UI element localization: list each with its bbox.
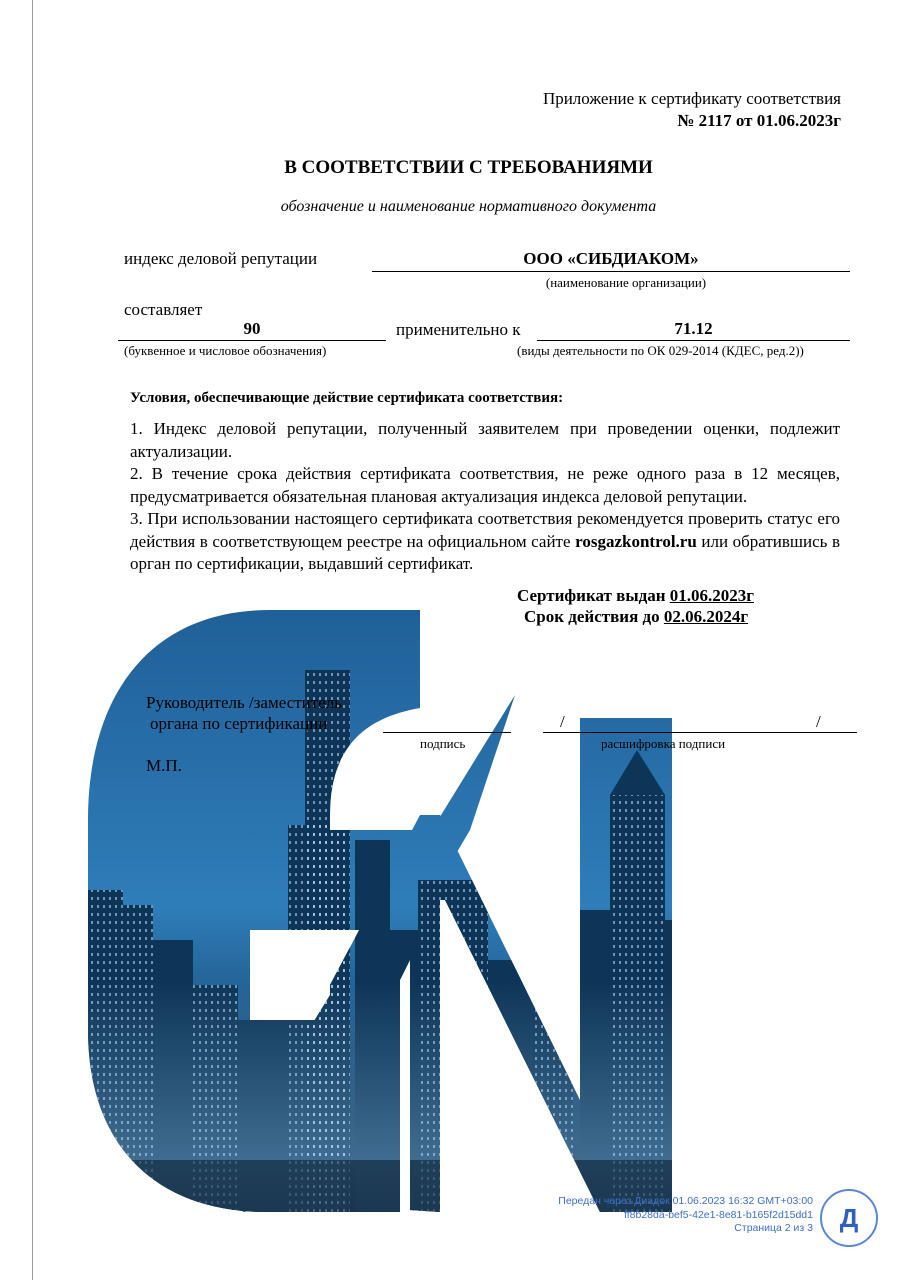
valid-until-line: Срок действия до 02.06.2024г — [524, 607, 749, 626]
issued-date: 01.06.2023г — [669, 586, 754, 605]
index-label: индекс деловой репутации — [124, 249, 318, 268]
condition-item: 1. Индекс деловой репутации, полученный заявителем при проведении оценки, подлежит актуализации. — [130, 419, 840, 461]
conditions-heading: Условия, обеспечивающие действие сертификата соответствия: — [130, 390, 564, 406]
activity-line — [537, 340, 850, 341]
organization-caption: (наименование организации) — [545, 275, 707, 290]
registry-site-link[interactable]: rosgazkontrol.ru — [575, 531, 697, 551]
slash-right: / — [816, 712, 821, 731]
organization-name: ООО «СИБДИАКОМ» — [523, 249, 699, 268]
certificate-number: № 2117 от 01.06.2023г — [677, 111, 841, 130]
activity-code: 71.12 — [674, 319, 713, 338]
page-title: В СООТВЕТСТВИИ С ТРЕБОВАНИЯМИ — [284, 157, 653, 178]
score-caption: (буквенное и числовое обозначения) — [124, 343, 327, 358]
activity-caption: (виды деятельности по ОК 029-2014 (КДЕС, ред.2)) — [517, 343, 804, 358]
valid-until-date: 02.06.2024г — [663, 607, 749, 626]
organization-line — [372, 271, 850, 272]
conditions-list — [130, 418, 840, 576]
signature-line — [383, 732, 511, 733]
gk-city-logo-icon — [0, 600, 905, 1280]
diadoc-badge-icon: Д — [820, 1189, 878, 1247]
appendix-header — [543, 88, 841, 132]
normative-doc-caption: обозначение и наименование нормативного документа — [280, 198, 657, 215]
decoding-line — [543, 732, 857, 733]
issued-date-line: Сертификат выдан 01.06.2023г — [517, 586, 754, 605]
signatory-role: Руководитель /заместитель органа по сертификации — [146, 693, 342, 733]
condition-item: 2. В течение срока действия сертификата соответствия, не реже одного раза в 12 месяцев, предусматривается обязательная плановая актуализация индекса деловой репутации. — [130, 464, 840, 506]
score-value: 90 — [243, 319, 261, 338]
applicable-label: применительно к — [396, 320, 521, 339]
diadoc-stamp: Передан через Диадок 01.06.2023 16:32 GMT+03:00 ff8b28da-bef5-42e1-8e81-b165f2d15dd1 Страница 2 из 3 — [558, 1195, 813, 1234]
score-label: составляет — [124, 300, 203, 319]
appendix-line: Приложение к сертификату соответствия — [542, 89, 841, 108]
condition-item: 3. При использовании настоящего сертификата соответствия рекомендуется проверить статус его действия в соответствующем реестре на официальном сайте rosgazkontrol.ru или обратившись в орган по сертификации, выдавший сертификат. — [130, 509, 840, 573]
signature-caption: подпись — [420, 736, 466, 751]
decoding-caption: расшифровка подписи — [601, 736, 726, 751]
seal-label: М.П. — [146, 756, 182, 775]
slash-left: / — [560, 712, 565, 731]
score-line — [118, 340, 386, 341]
